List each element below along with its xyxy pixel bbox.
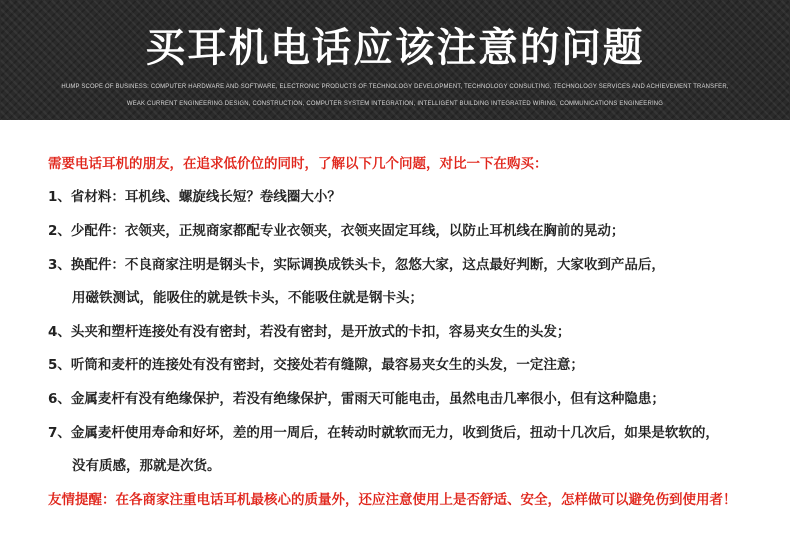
page-title: 买耳机电话应该注意的问题 — [145, 25, 645, 71]
list-item-continuation: 没有质感，那就是次货。 — [72, 458, 221, 474]
header-banner — [0, 0, 790, 120]
list-item: 3、换配件：不良商家注明是钢头卡，实际调换成铁头卡，忽悠大家，这点最好判断，大家收到产品后， — [48, 257, 665, 273]
list-item: 2、少配件：衣领夹，正规商家都配专业衣领夹，衣领夹固定耳线，以防止耳机线在胸前的晃动； — [48, 223, 625, 239]
list-item: 4、头夹和塑杆连接处有没有密封，若没有密封，是开放式的卡扣，容易夹女生的头发； — [48, 324, 571, 340]
intro-text: 需要电话耳机的朋友，在追求低价位的同时，了解以下几个问题，对比一下在购买： — [48, 156, 548, 172]
list-item: 5、听筒和麦杆的连接处有没有密封，交接处若有缝隙，最容易夹女生的头发，一定注意； — [48, 357, 584, 373]
banner-subtitle-line-2: WEAK CURRENT ENGINEERING DESIGN, CONSTRUCTION, COMPUTER SYSTEM INTEGRATION, INTELLIGENT BUILDING INTEGRATED WIRING, COMMUNICATIONS ENGINEERING — [126, 101, 664, 107]
friendly-tip: 友情提醒：在各商家注重电话耳机最核心的质量外，还应注意使用上是否舒适、安全，怎样做可以避免伤到使用者！ — [48, 492, 737, 508]
list-item-continuation: 用磁铁测试，能吸住的就是铁卡头，不能吸住就是钢卡头； — [72, 290, 423, 306]
banner-subtitle-line-1: HUMP SCOPE OF BUSINESS: COMPUTER HARDWARE AND SOFTWARE, ELECTRONIC PRODUCTS OF TECHNOLOGY DEVELOPMENT, TECHNOLOGY CONSULTING, TECHNOLOGY SERVICES AND ACHIEVEMENT TRANSFER, — [61, 84, 729, 90]
list-item: 7、金属麦杆使用寿命和好坏，差的用一周后，在转动时就软而无力，收到货后，扭动十几次后，如果是软软的， — [48, 425, 719, 441]
list-item: 1、省材料：耳机线、螺旋线长短？卷线圈大小？ — [48, 189, 341, 205]
list-item: 6、金属麦杆有没有绝缘保护，若没有绝缘保护，雷雨天可能电击，虽然电击几率很小，但有这种隐患； — [48, 391, 665, 407]
